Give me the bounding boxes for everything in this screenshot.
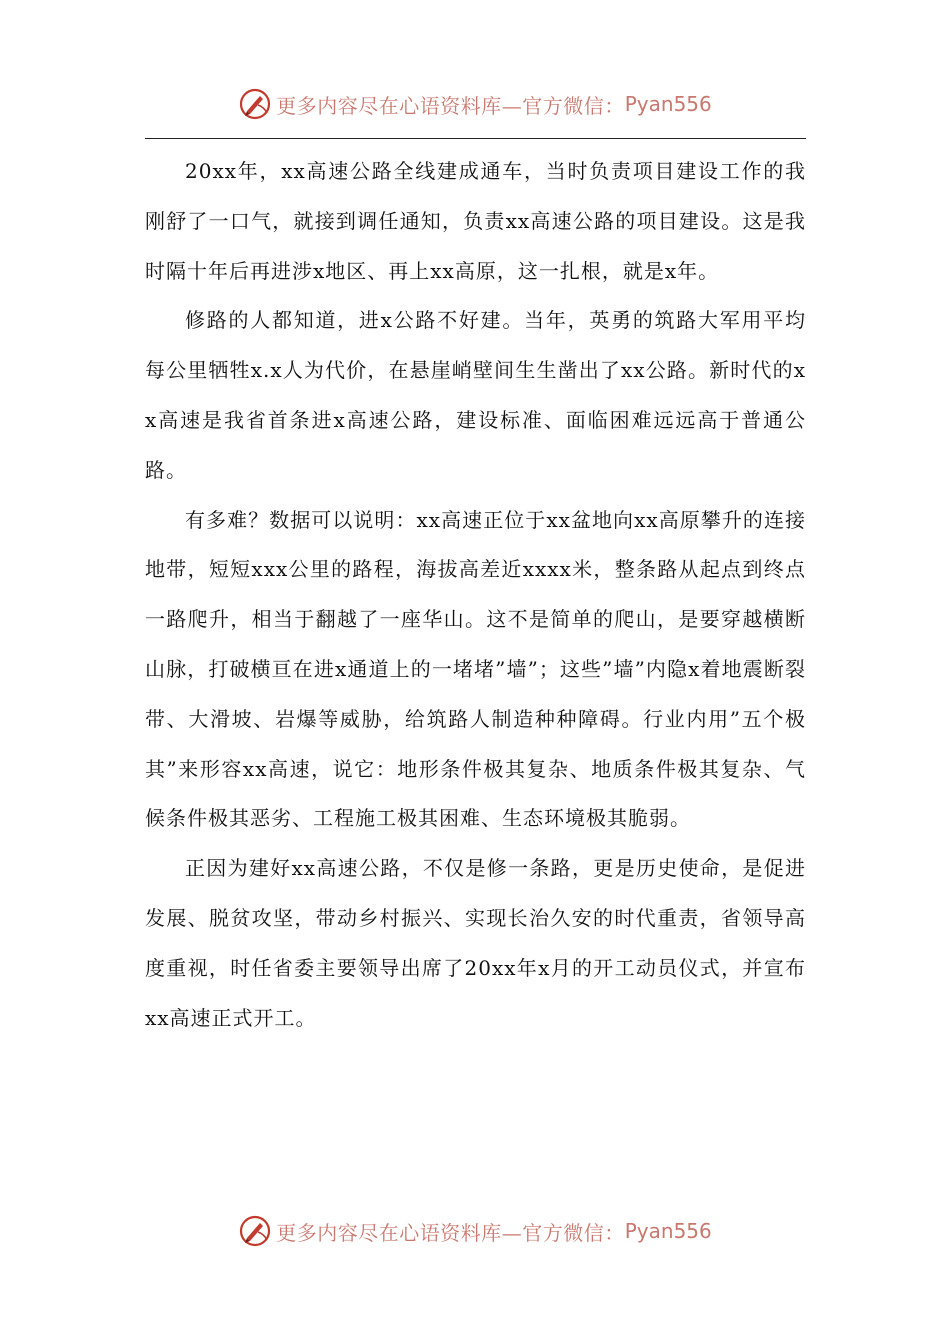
paragraph-2: 修路的人都知道，进x公路不好建。当年，英勇的筑路大军用平均每公里牺牲x.x人为代价，在悬崖峭壁间生生凿出了xx公路。新时代的xx高速是我省首条进x高速公路，建设标准、面临困难远远高于普通公路。 — [145, 308, 806, 482]
footer-banner — [0, 1211, 950, 1251]
document-body — [145, 147, 806, 1043]
footer-banner-text: 更多内容尽在心语资料库—官方微信： — [276, 1220, 625, 1245]
pen-logo-icon — [238, 1214, 272, 1248]
header-banner — [0, 84, 950, 124]
paragraph-3: 有多难？数据可以说明：xx高速正位于xx盆地向xx高原攀升的连接地带，短短xxx公里的路程，海拔高差近xxxx米，整条路从起点到终点一路爬升，相当于翻越了一座华山。这不是简单的爬山，是要穿越横断山脉，打破横亘在进x通道上的一堵堵”墙”；这些”墙”内隐x着地震断裂带、大滑坡、岩爆等威胁，给筑路人制造种种障碍。行业内用”五个极其”来形容xx高速，说它：地形条件极其复杂、地质条件极其复杂、气候条件极其恶劣、工程施工极其困难、生态环境极其脆弱。 — [145, 507, 806, 831]
paragraph-4: 正因为建好xx高速公路，不仅是修一条路，更是历史使命，是促进发展、脱贫攻坚，带动乡村振兴、实现长治久安的时代重责，省领导高度重视，时任省委主要领导出席了20xx年x月的开工动员仪式，并宣布xx高速正式开工。 — [145, 856, 806, 1030]
footer-wechat-id: Pyan556 — [624, 1219, 712, 1243]
header-banner-text: 更多内容尽在心语资料库—官方微信： — [276, 93, 625, 118]
header-wechat-id: Pyan556 — [624, 92, 712, 116]
pen-logo-icon — [238, 87, 272, 121]
paragraph-1: 20xx年，xx高速公路全线建成通车，当时负责项目建设工作的我刚舒了一口气，就接到调任通知，负责xx高速公路的项目建设。这是我时隔十年后再进涉x地区、再上xx高原，这一扎根，就是x年。 — [145, 159, 806, 283]
header-divider — [145, 138, 806, 139]
